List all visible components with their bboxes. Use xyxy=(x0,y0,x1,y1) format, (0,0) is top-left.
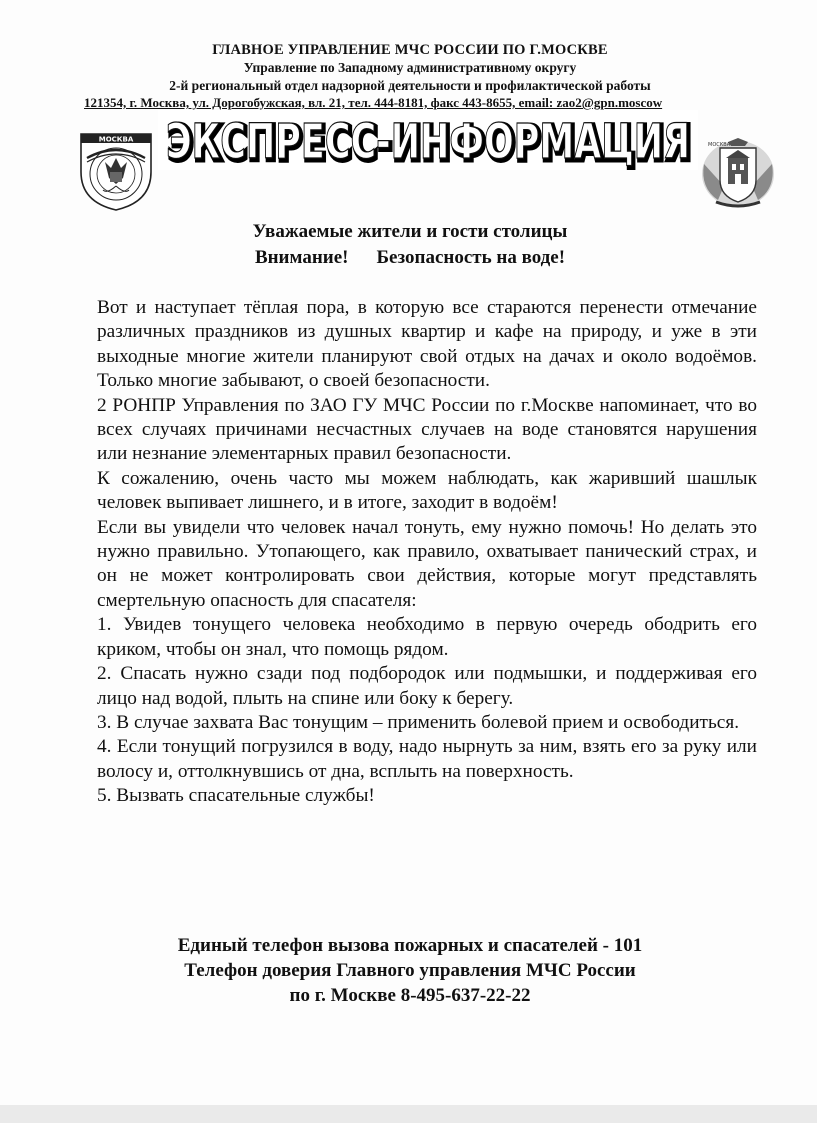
topic-label: Безопасность на воде! xyxy=(376,247,566,268)
header-department: Управление по Западному административному округу xyxy=(243,60,577,75)
instruction-item: 4. Если тонущий погрузился в воду, надо нырнуть за ним, взять его за руку или волосу и, оттолкнувшись от дна, всплыть на поверхность. xyxy=(97,736,757,782)
banner-text: ЭКСПРЕСС-ИНФОРМАЦИЯ xyxy=(166,114,690,170)
hotline-title: Телефон доверия Главного управления МЧС России xyxy=(184,960,636,981)
header-division: 2-й региональный отдел надзорной деятельности и профилактической работы xyxy=(169,78,651,93)
mchs-moscow-emblem-icon xyxy=(77,128,155,212)
body-paragraph: Если вы увидели что человек начал тонуть, ему нужно помочь! Но делать это нужно правильно. Утопающего, как правило, охватывает панический страх, и он не может контролировать свои действия, которые могут представлять смертельную опасность для спасателя: xyxy=(97,516,757,611)
header-address: 121354, г. Москва, ул. Дорогобужская, вл. 21, тел. 444-8181, факс 443-8655, email: zao2@gpn.moscow xyxy=(84,95,663,110)
moscow-district-coat-of-arms-icon xyxy=(698,136,778,210)
instruction-item: 3. В случае захвата Вас тонущим – применить болевой прием и освободиться. xyxy=(97,711,740,733)
body-paragraph: К сожалению, очень часто мы можем наблюдать, как жаривший шашлык человек выпивает лишнего, и в итоге, заходит в водоём! xyxy=(97,467,757,514)
body-text xyxy=(97,296,757,809)
greeting-title: Уважаемые жители и гости столицы xyxy=(252,221,568,242)
banner-text-shadow: ЭКСПРЕСС-ИНФОРМАЦИЯ xyxy=(168,116,692,172)
attention-label: Внимание! xyxy=(254,247,349,268)
body-paragraph: Вот и наступает тёплая пора, в которую все стараются перенести отмечание различных праздников из душных квартир и кафе на природу, и уже в эти выходные многие жители планируют свой отдых на дачах и около водоёмов. Только многие забывают, о своей безопасности. xyxy=(97,297,757,392)
hotline-number: по г. Москве 8-495-637-22-22 xyxy=(289,985,531,1006)
coat-of-arms-label: МОСКВА xyxy=(708,142,731,148)
instruction-item: 1. Увидев тонущего человека необходимо в первую очередь ободрить его криком, чтобы он знал, что помощь рядом. xyxy=(97,614,757,660)
emblem-top-label: МОСКВА xyxy=(98,135,134,144)
express-information-banner xyxy=(158,108,698,172)
instruction-item: 5. Вызвать спасательные службы! xyxy=(97,785,375,807)
emergency-phone-line: Единый телефон вызова пожарных и спасателей - 101 xyxy=(177,935,643,956)
header-organization: ГЛАВНОЕ УПРАВЛЕНИЕ МЧС РОССИИ ПО Г.МОСКВЕ xyxy=(212,42,608,58)
greeting-subtitle xyxy=(110,247,710,269)
scan-bottom-edge xyxy=(0,1105,817,1123)
instruction-item: 2. Спасать нужно сзади под подбородок или подмышки, и поддерживая его лицо над водой, плыть на спине или боку к берегу. xyxy=(97,663,757,709)
body-paragraph: 2 РОНПР Управления по ЗАО ГУ МЧС России по г.Москве напоминает, что во всех случаях причинами несчастных случаев на воде становятся нарушения или незнание элементарных правил безопасности. xyxy=(97,394,757,465)
